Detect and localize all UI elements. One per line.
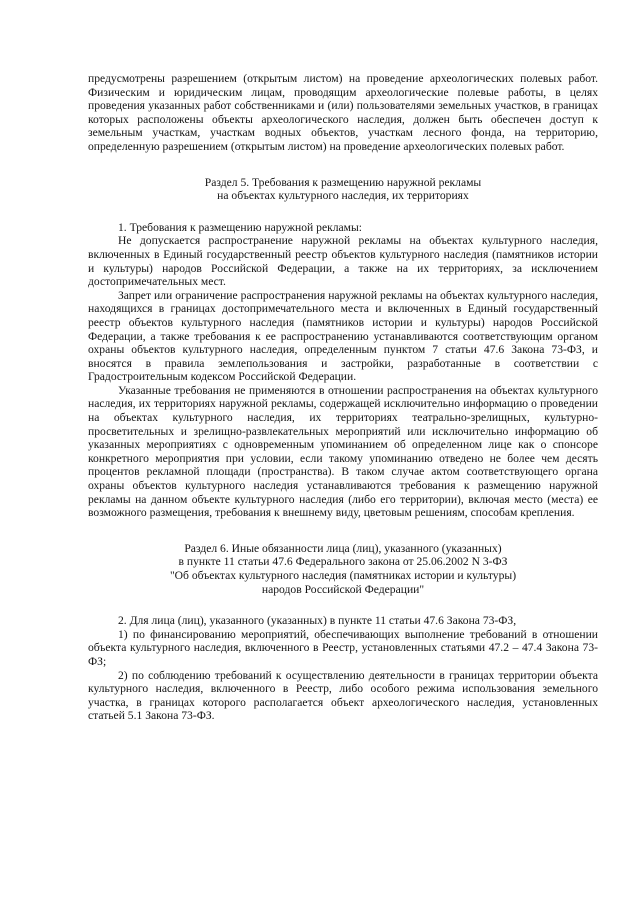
section-5-paragraph-2: Запрет или ограничение распространения наружной рекламы на объектах культурного наследия, находящихся в границах достопримечательного места и включенных в Единый государственный реестр объектов культурного наследия (памятников истории и культуры) народов Российской Федерации, а также требования к ее распространению устанавливаются соответствующим органом охраны объектов культурного наследия, определенным пунктом 7 статьи 47.6 Закона 73-ФЗ, и вносятся в правила землепользования и застройки, разработанные в соответствии с Градостроительным кодексом Российской Федерации. <box>88 288 598 384</box>
section-6-title-line-3: "Об объектах культурного наследия (памятниках истории и культуры) <box>169 569 517 582</box>
section-6-title <box>88 542 598 596</box>
item-1-heading: 1. Требования к размещению наружной рекламы: <box>118 220 363 234</box>
section-5-title <box>88 176 598 203</box>
item-2-subitem-2: 2) по соблюдению требований к осуществлению деятельности в границах территории объекта культурного наследия, включенного в Реестр, либо особого режима использования земельного участка, в границах которого располагается объект археологического наследия, установленных статьей 5.1 Закона 73-ФЗ. <box>88 668 598 723</box>
section-6-title-line-1: Раздел 6. Иные обязанности лица (лиц), указанного (указанных) <box>184 541 502 555</box>
intro-paragraph: предусмотрены разрешением (открытым листом) на проведение археологических полевых работ. Физическим и юридическим лицам, проводящим археологические полевые работы, в целях проведения указанных работ собственниками и (или) пользователями земельных участков, в границах которых расположены объекты археологического наследия, должен быть обеспечен доступ к земельным участкам, участкам водных объектов, участкам лесного фонда, на территорию, определенную разрешением (открытым листом) на проведение археологических полевых работ. <box>88 72 598 153</box>
section-5-title-line-1: Раздел 5. Требования к размещению наружной рекламы <box>204 175 482 189</box>
item-2-subitem-1: 1) по финансированию мероприятий, обеспечивающих выполнение требований в отношении объекта культурного наследия, включенного в Реестр, установленных статьями 47.2 – 47.4 Закона 73-ФЗ; <box>88 627 598 668</box>
section-6-title-line-4: народов Российской Федерации" <box>261 582 425 596</box>
section-5-paragraph-1: Не допускается распространение наружной рекламы на объектах культурного наследия, включенных в Единый государственный реестр объектов культурного наследия (памятников истории и культуры) народов Российской Федерации, а также на их территориях, за исключением достопримечательных мест. <box>88 234 598 289</box>
item-2-heading: 2. Для лица (лиц), указанного (указанных) в пункте 11 статьи 47.6 Закона 73-ФЗ, <box>118 614 517 628</box>
section-5-title-line-2: на объектах культурного наследия, их территориях <box>217 189 469 203</box>
section-5-paragraph-3: Указанные требования не применяются в отношении распространения на объектах культурного наследия, их территориях наружной рекламы, содержащей исключительно информацию о проведении на объектах культурного наследия, их территориях театрально-зрелищных, культурно-просветительных и зрелищно-развлекательных мероприятий или исключительно информацию об указанных мероприятиях с одновременным упоминанием об определенном лице как о спонсоре конкретного мероприятия при условии, если такому упоминанию отведено не более чем десять процентов рекламной площади (пространства). В таком случае актом соответствующего органа охраны объектов культурного наследия устанавливаются требования к размещению наружной рекламы на данном объекте культурного наследия (либо его территории), включая место (места) ее возможного размещения, требования к внешнему виду, цветовым решениям, способам крепления. <box>88 383 598 520</box>
section-6-title-line-2: в пункте 11 статьи 47.6 Федерального закона от 25.06.2002 N 3-ФЗ <box>178 555 508 569</box>
document-page <box>88 72 598 723</box>
